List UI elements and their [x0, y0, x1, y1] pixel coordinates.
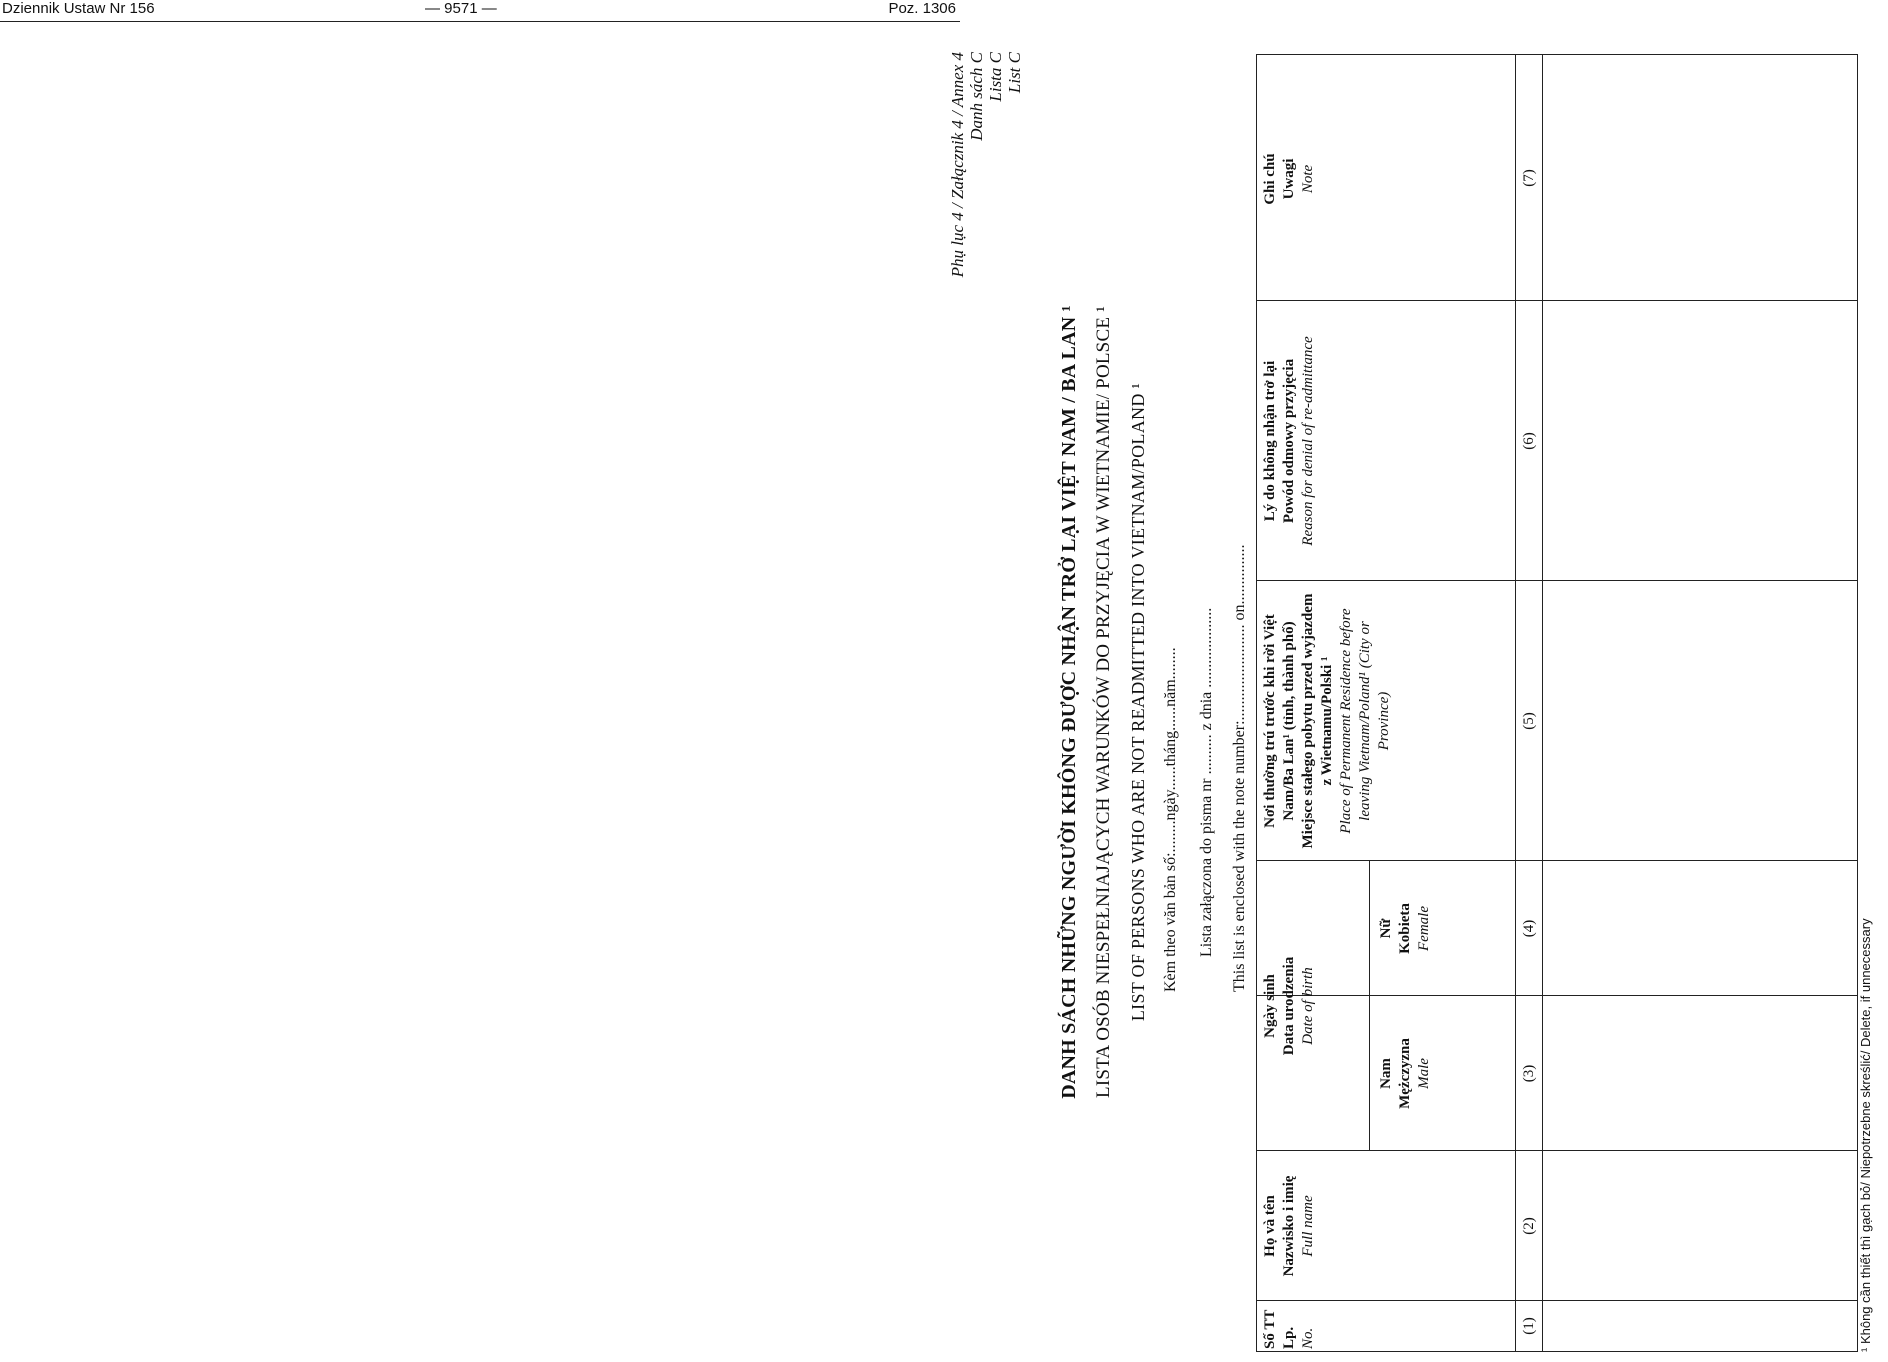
col-male-header: Nam Mężczyzna Male — [1378, 1038, 1432, 1109]
col-num: (6) — [1521, 432, 1537, 450]
col-num: (2) — [1521, 1217, 1537, 1235]
col-reason-header: Lý do không nhận trở lại Powód odmowy przyjęcia Reason for denial of re-admittance — [1262, 336, 1316, 546]
number-row-rule — [1542, 55, 1543, 1351]
col-num: (4) — [1521, 919, 1537, 938]
col-female-header: Nữ Kobieta Female — [1378, 903, 1432, 954]
col-line — [1257, 300, 1857, 301]
col-no-header: Số TT Lp. No. — [1262, 1309, 1316, 1349]
page-number: — 9571 — — [425, 0, 497, 17]
position-number: Poz. 1306 — [888, 0, 956, 17]
dob-sub-rule — [1369, 861, 1370, 1151]
rotated-form — [948, 52, 1888, 1352]
col-name-header: Họ và tên Nazwisko i imię Full name — [1262, 1175, 1316, 1277]
col-residence-header: Nơi thường trú trước khi rời Việt Nam/Ba Lan¹ (tỉnh, thành phố) Miejsce stałego pobytu przed wyjazdem z Wietnamu/Polski ¹ Place of Permanent Residence before leaving Vietnam/Poland¹ (City or Province) — [1262, 593, 1392, 849]
col-line — [1257, 860, 1857, 861]
page-header — [0, 0, 960, 20]
col-num: (1) — [1521, 1317, 1537, 1335]
ref-line-en: This list is enclosed with the note number:........................ on............... — [1231, 544, 1248, 992]
ref-line-vi: Kèm theo văn bản số:........ngày......tháng......năm........ — [1162, 647, 1179, 992]
footnote: ¹ Không cần thiết thì gạch bỏ/ Niepotrzebne skreślić/ Delete, if unnecessary — [1858, 918, 1873, 1352]
col-num: (7) — [1521, 169, 1537, 187]
ref-line-pl: Lista załączona do pisma nr .......... z dnia .................... — [1198, 607, 1215, 957]
col-line — [1257, 580, 1857, 581]
col-line — [1257, 1150, 1857, 1151]
header-rule — [0, 21, 960, 22]
col-note-header: Ghi chú Uwagi Note — [1262, 153, 1316, 205]
col-dob-header: Ngày sinh Data urodzenia Date of birth — [1262, 956, 1316, 1056]
annex-label: Phụ lục 4 / Załącznik 4 / Annex 4 Danh sách C Lista C List C — [948, 52, 1024, 278]
col-num: (3) — [1521, 1064, 1537, 1083]
journal-title: Dziennik Ustaw Nr 156 — [2, 0, 155, 17]
col-line — [1257, 1300, 1857, 1301]
header-bottom-rule — [1515, 55, 1516, 1351]
col-line — [1257, 995, 1857, 996]
title-pl: LISTA OSÓB NIESPEŁNIAJĄCYCH WARUNKÓW DO PRZYJĘCIA W WIETNAMIE/ POLSCE ¹ — [1093, 306, 1114, 1098]
persons-table — [1256, 54, 1858, 1352]
title-en: LIST OF PERSONS WHO ARE NOT READMITTED INTO VIETNAM/POLAND ¹ — [1128, 382, 1148, 1022]
col-num: (5) — [1521, 712, 1537, 730]
title-vi: DANH SÁCH NHỮNG NGƯỜI KHÔNG ĐƯỢC NHẬN TRỞ LẠI VIỆT NAM / BA LAN ¹ — [1058, 305, 1080, 1099]
